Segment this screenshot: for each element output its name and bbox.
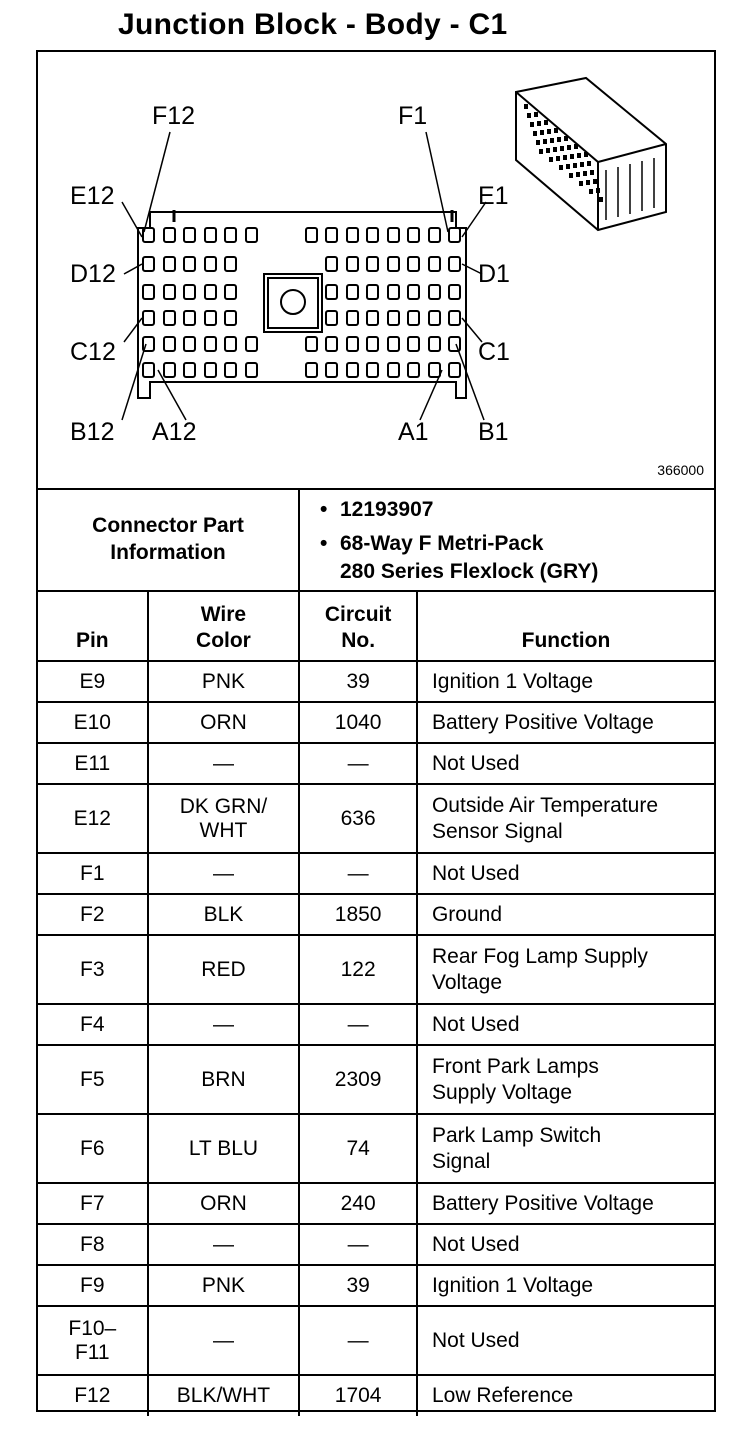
part-number: 12193907 — [340, 498, 434, 521]
pin-cavity — [205, 285, 216, 299]
leader-line — [144, 132, 170, 232]
thumbnail-pin — [537, 121, 541, 126]
pin-cavity — [388, 228, 399, 242]
pin-cavity — [164, 228, 175, 242]
leader-line — [124, 318, 142, 342]
pin-cavity — [246, 228, 257, 242]
thumbnail-pin — [569, 173, 573, 178]
leader-line — [122, 202, 142, 237]
circuit-cell: 74 — [299, 1114, 417, 1183]
pin-cavity — [205, 257, 216, 271]
thumbnail-pin — [556, 156, 560, 161]
pin-cavity — [408, 228, 419, 242]
label-c12: C12 — [70, 338, 116, 366]
leader-line — [426, 132, 448, 232]
function-cell: Ignition 1 Voltage — [417, 1265, 714, 1306]
function-cell: Ignition 1 Voltage — [417, 661, 714, 702]
wire-color-cell: PNK — [148, 661, 300, 702]
pin-cavity — [388, 363, 399, 377]
circuit-cell: 122 — [299, 935, 417, 1004]
pin-cavity — [449, 257, 460, 271]
info-label-line1: Connector Part — [92, 514, 244, 537]
pin-cavity — [184, 257, 195, 271]
label-e1: E1 — [478, 182, 509, 210]
thumbnail-pin — [530, 122, 534, 127]
wire-color-cell: LT BLU — [148, 1114, 300, 1183]
thumbnail-pin — [576, 172, 580, 177]
thumbnail-pin — [527, 113, 531, 118]
pin-cavity — [408, 311, 419, 325]
label-a1: A1 — [398, 418, 429, 446]
pin-cavity — [388, 257, 399, 271]
connector-info-details — [300, 488, 714, 590]
pin-cavity — [367, 228, 378, 242]
function-cell: Not Used — [417, 1306, 714, 1375]
pin-cavity — [347, 228, 358, 242]
pin-cavity — [164, 257, 175, 271]
label-e12: E12 — [70, 182, 115, 210]
pin-cavity — [449, 228, 460, 242]
pin-cavity — [184, 285, 195, 299]
thumbnail-pin — [596, 188, 600, 193]
wire-color-cell: PNK — [148, 1265, 300, 1306]
center-boss — [264, 274, 322, 332]
connector-face-drawing — [38, 52, 714, 488]
label-f1: F1 — [398, 102, 428, 130]
thumbnail-pin — [560, 146, 564, 151]
pin-cavity — [347, 337, 358, 351]
pin-cell: F6 — [38, 1114, 148, 1183]
wire-color-cell: — — [148, 743, 300, 784]
pin-cavity — [164, 363, 175, 377]
function-cell: Not Used — [417, 1224, 714, 1265]
table-row — [38, 743, 714, 784]
pin-cell: E11 — [38, 743, 148, 784]
label-b1: B1 — [478, 418, 509, 446]
pin-cavity — [367, 337, 378, 351]
thumbnail-pin — [567, 145, 571, 150]
pin-cavity — [429, 363, 440, 377]
pin-cell: F5 — [38, 1045, 148, 1114]
thumbnail-pin — [533, 131, 537, 136]
wire-color-cell: BRN — [148, 1045, 300, 1114]
thumbnail-pin — [593, 179, 597, 184]
leader-line — [122, 344, 146, 420]
header-circuit: Circuit No. — [299, 591, 417, 661]
thumbnail-pin — [547, 129, 551, 134]
thumbnail-pin — [570, 154, 574, 159]
thumbnail-pin — [564, 136, 568, 141]
pin-cavity — [225, 257, 236, 271]
table-row — [38, 853, 714, 894]
pin-cavity — [184, 311, 195, 325]
pin-cavity — [326, 257, 337, 271]
wire-color-cell: — — [148, 1306, 300, 1375]
pin-cavity — [205, 337, 216, 351]
thumbnail-pin — [579, 181, 583, 186]
function-cell: Front Park Lamps Supply Voltage — [417, 1045, 714, 1114]
pin-cavity — [326, 311, 337, 325]
thumbnail-pin — [536, 140, 540, 145]
thumbnail-pin — [540, 130, 544, 135]
pin-cavity — [306, 228, 317, 242]
pin-cavity — [326, 228, 337, 242]
wire-color-cell: ORN — [148, 702, 300, 743]
pin-cell: F3 — [38, 935, 148, 1004]
function-cell: Battery Positive Voltage — [417, 1183, 714, 1224]
pin-cavity — [347, 257, 358, 271]
circuit-cell: 636 — [299, 784, 417, 853]
pin-cell: F10– F11 — [38, 1306, 148, 1375]
pin-cavity — [347, 363, 358, 377]
pin-cavity — [143, 285, 154, 299]
table-row — [38, 1224, 714, 1265]
function-cell: Ground — [417, 894, 714, 935]
pin-cavity — [225, 337, 236, 351]
header-pin: Pin — [38, 591, 148, 661]
function-cell: Low Reference — [417, 1375, 714, 1416]
pin-cell: E10 — [38, 702, 148, 743]
pin-cavity — [225, 363, 236, 377]
pin-cavity — [367, 257, 378, 271]
header-function: Function — [417, 591, 714, 661]
circuit-cell: 240 — [299, 1183, 417, 1224]
wire-color-cell: — — [148, 1004, 300, 1045]
leader-line — [124, 264, 142, 274]
circuit-cell: 1040 — [299, 702, 417, 743]
wire-color-cell: BLK/WHT — [148, 1375, 300, 1416]
pin-cavity — [326, 337, 337, 351]
pin-cell: E9 — [38, 661, 148, 702]
wire-color-cell: BLK — [148, 894, 300, 935]
table-row — [38, 784, 714, 853]
pin-cavity — [225, 311, 236, 325]
wire-color-cell: RED — [148, 935, 300, 1004]
wire-color-cell: DK GRN/ WHT — [148, 784, 300, 853]
pin-table — [38, 590, 714, 1416]
pin-cavity — [225, 228, 236, 242]
drawing-id: 366000 — [657, 462, 704, 478]
thumbnail-pin — [546, 148, 550, 153]
pin-cavity — [449, 285, 460, 299]
label-f12: F12 — [152, 102, 196, 130]
label-b12: B12 — [70, 418, 115, 446]
pin-cavity — [205, 228, 216, 242]
pin-cavity — [184, 228, 195, 242]
function-cell: Outside Air Temperature Sensor Signal — [417, 784, 714, 853]
thumbnail-pin — [577, 153, 581, 158]
pin-cavity — [408, 257, 419, 271]
pin-cavity — [408, 363, 419, 377]
thumbnail-pin — [574, 144, 578, 149]
thumbnail-pin — [573, 163, 577, 168]
table-row — [38, 1114, 714, 1183]
pin-cell: F2 — [38, 894, 148, 935]
pin-cavity — [429, 311, 440, 325]
circuit-cell: — — [299, 1004, 417, 1045]
pin-cavity — [184, 363, 195, 377]
pin-cell: F8 — [38, 1224, 148, 1265]
circuit-cell: 1704 — [299, 1375, 417, 1416]
table-row — [38, 1045, 714, 1114]
thumbnail-pin — [557, 137, 561, 142]
label-c1: C1 — [478, 338, 510, 366]
circuit-cell: 39 — [299, 1265, 417, 1306]
circuit-cell: 1850 — [299, 894, 417, 935]
thumbnail-pin — [563, 155, 567, 160]
table-row — [38, 935, 714, 1004]
function-cell: Not Used — [417, 853, 714, 894]
table-row — [38, 894, 714, 935]
table-row — [38, 1265, 714, 1306]
pin-cavity — [429, 257, 440, 271]
info-label-line2: Information — [110, 541, 226, 564]
pin-cavity — [164, 311, 175, 325]
circuit-cell: — — [299, 1306, 417, 1375]
pin-cavity — [367, 311, 378, 325]
bullet: • — [320, 532, 328, 555]
thumbnail-pin — [584, 152, 588, 157]
thumbnail-pin — [589, 189, 593, 194]
function-cell: Park Lamp Switch Signal — [417, 1114, 714, 1183]
pin-cavity — [449, 311, 460, 325]
pin-cavity — [429, 228, 440, 242]
wire-color-cell: — — [148, 853, 300, 894]
thumbnail-pin — [549, 157, 553, 162]
connector-part-info — [38, 488, 714, 592]
label-d12: D12 — [70, 260, 116, 288]
thumbnail-pin — [524, 104, 528, 109]
pin-cavity — [205, 363, 216, 377]
function-cell: Battery Positive Voltage — [417, 702, 714, 743]
function-cell: Not Used — [417, 1004, 714, 1045]
table-row — [38, 1375, 714, 1416]
pin-cell: F9 — [38, 1265, 148, 1306]
circuit-cell: 39 — [299, 661, 417, 702]
function-cell: Not Used — [417, 743, 714, 784]
pin-cavity — [306, 337, 317, 351]
thumbnail-pin — [580, 162, 584, 167]
thumbnail-pin — [566, 164, 570, 169]
pin-cavity — [246, 337, 257, 351]
pin-cavity — [164, 285, 175, 299]
connector-thumbnail — [516, 78, 666, 230]
pin-cavity — [388, 285, 399, 299]
table-row — [38, 1004, 714, 1045]
pin-cavity — [246, 363, 257, 377]
pin-cavity — [225, 285, 236, 299]
pin-cell: F4 — [38, 1004, 148, 1045]
connector-description-2: 280 Series Flexlock (GRY) — [340, 560, 599, 583]
connector-diagram — [38, 52, 714, 490]
thumbnail-pin — [559, 165, 563, 170]
pin-cavity — [408, 337, 419, 351]
pin-cavity — [408, 285, 419, 299]
pin-cavity — [429, 337, 440, 351]
pin-cell: F12 — [38, 1375, 148, 1416]
header-wire-color: Wire Color — [148, 591, 300, 661]
table-header — [38, 591, 714, 661]
bullet: • — [320, 498, 328, 521]
circuit-cell: 2309 — [299, 1045, 417, 1114]
thumbnail-pin — [583, 171, 587, 176]
pin-cavity — [367, 285, 378, 299]
thumbnail-pin — [550, 138, 554, 143]
pin-cavity — [388, 337, 399, 351]
thumbnail-pin — [599, 197, 603, 202]
pin-cavity — [143, 311, 154, 325]
pin-cell: F7 — [38, 1183, 148, 1224]
table-row — [38, 661, 714, 702]
pin-cavity — [164, 337, 175, 351]
function-cell: Rear Fog Lamp Supply Voltage — [417, 935, 714, 1004]
thumbnail-pin — [544, 120, 548, 125]
pin-cavity — [306, 363, 317, 377]
center-boss-inner — [268, 278, 318, 328]
pin-cavity — [347, 285, 358, 299]
thumbnail-pin — [586, 180, 590, 185]
table-row — [38, 1306, 714, 1375]
connector-description-1: 68-Way F Metri-Pack — [340, 532, 544, 555]
pin-cell: E12 — [38, 784, 148, 853]
thumbnail-pin — [554, 128, 558, 133]
pin-cavity — [367, 363, 378, 377]
thumbnail-pin — [539, 149, 543, 154]
pin-cavity — [205, 311, 216, 325]
pin-cavity — [143, 363, 154, 377]
pin-cavity — [326, 285, 337, 299]
center-bolt-hole — [281, 290, 305, 314]
wire-color-cell: — — [148, 1224, 300, 1265]
table-row — [38, 702, 714, 743]
thumbnail-pin — [590, 170, 594, 175]
pin-cavity — [449, 363, 460, 377]
thumbnail-pin — [543, 139, 547, 144]
circuit-cell: — — [299, 853, 417, 894]
thumbnail-pin — [534, 112, 538, 117]
circuit-cell: — — [299, 743, 417, 784]
table-row — [38, 1183, 714, 1224]
pin-cavity — [143, 257, 154, 271]
pin-cavity — [388, 311, 399, 325]
label-d1: D1 — [478, 260, 510, 288]
connector-sheet — [36, 50, 716, 1412]
thumbnail-pin — [553, 147, 557, 152]
pin-cell: F1 — [38, 853, 148, 894]
connector-info-label — [38, 488, 300, 590]
label-a12: A12 — [152, 418, 197, 446]
pin-cavity — [326, 363, 337, 377]
circuit-cell: — — [299, 1224, 417, 1265]
wire-color-cell: ORN — [148, 1183, 300, 1224]
pin-cavity — [184, 337, 195, 351]
pin-cavity — [429, 285, 440, 299]
pin-cavity — [347, 311, 358, 325]
page-title: Junction Block - Body - C1 — [118, 8, 508, 41]
thumbnail-pin — [587, 161, 591, 166]
